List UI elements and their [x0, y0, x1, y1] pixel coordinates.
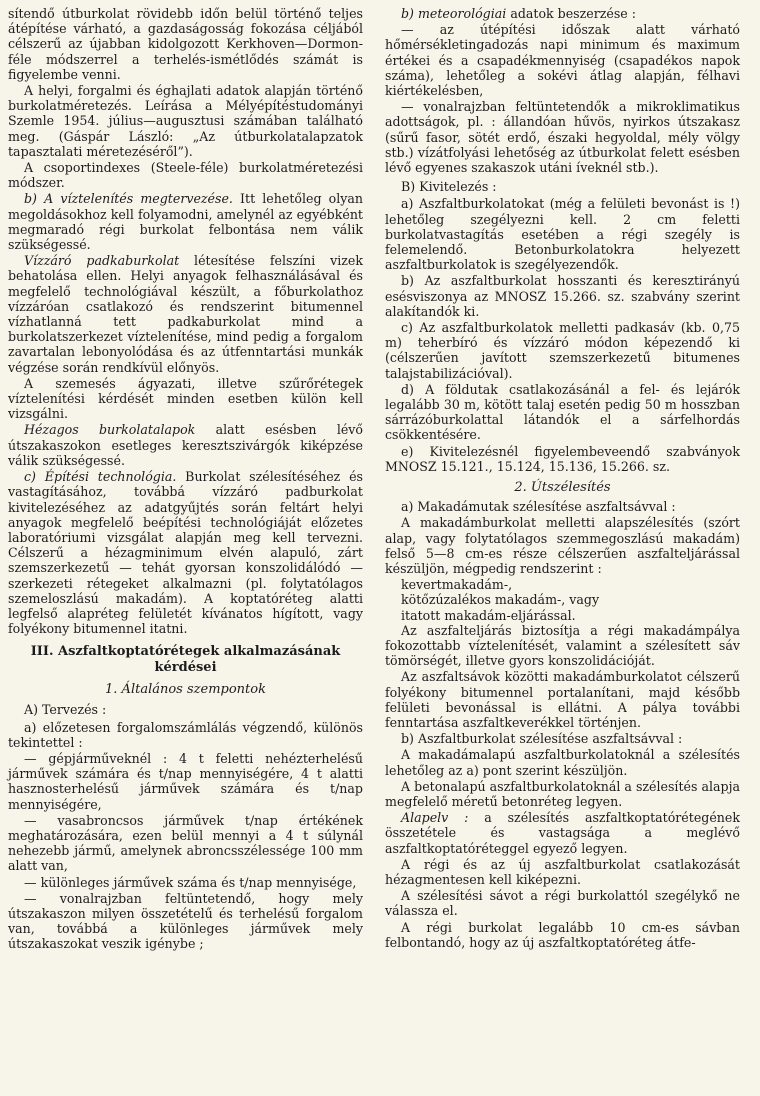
paragraph-lead: c) Építési technológia.	[24, 469, 177, 485]
heading-h2	[8, 682, 363, 698]
paragraph-r19	[385, 810, 740, 856]
paragraph-r10	[385, 515, 740, 576]
paragraph-text: itatott makadám-eljárással.	[401, 607, 576, 623]
paragraph-text: A régi és az új aszfaltburkolat csatlakozását hézagmentesen kell kiképezni.	[385, 856, 740, 887]
paragraph-lead: b) meteorológiai	[401, 6, 507, 21]
paragraph-p1	[8, 6, 363, 82]
paragraph-text: a szélesítés aszfaltkoptatórétegének összetétele és vastagsága a meglévő aszfaltkoptatóréteggel egyező legyen.	[385, 810, 740, 856]
right-column	[385, 6, 740, 1096]
paragraph-r20	[385, 857, 740, 887]
paragraph-r18	[385, 779, 740, 809]
paragraph-text: — vasabroncsos járművek t/nap értékének meghatározására, ezen belül mennyi a 4 t súlynál nehezebb jármű, amelynek abroncsszélessége 100 mm alatt van,	[8, 812, 363, 874]
paragraph-p11	[8, 813, 363, 874]
paragraph-text: — vonalrajzban feltüntetendő, hogy mely útszakaszon milyen összetételű és terhelésű forgalom van, továbbá a különleges járművek mely útszakaszokat veszik igénybe ;	[8, 890, 363, 952]
paragraph-text: e) Kivitelezésnél figyelembeveendő szabványok MNOSZ 15.121., 15.124, 15.136, 15.266. sz.	[385, 443, 740, 474]
paragraph-text: adatok beszerzése :	[506, 6, 637, 21]
heading-rh1	[385, 179, 740, 194]
paragraph-text: — az útépítési időszak alatt várható hőmérsékletingadozás napi minimum és maximum értékei és a csapadékmennyiség (csapadékos napok száma), lehetőleg a sokévi átlag alapján, félhavi kiértékelésben,	[385, 22, 740, 99]
paragraph-text: 2. Útszélesítés	[514, 480, 611, 496]
paragraph-p9	[8, 720, 363, 750]
paragraph-text: B) Kivitelezés :	[401, 179, 497, 195]
paragraph-text: létesítése felszíni vizek behatolása ellen. Helyi anyagok felhasználásával és megfelelő technológiával készült, a főburkolathoz vízzáróan csatlakozó és rendszerint bitumennel vízhatlanná tett padkaburkolat mind a burkolatszerkezet víztelenítése, mind pedig a forgalom zavartalan lebonyolódása és az útfenntartási munkák végzése során rendkívül előnyös.	[8, 253, 364, 375]
paragraph-r12	[385, 592, 740, 607]
paragraph-r2	[385, 22, 740, 98]
paragraph-r4	[385, 196, 740, 272]
paragraph-r9	[385, 499, 740, 514]
paragraph-text: A helyi, forgalmi és éghajlati adatok alapján történő burkolatméretezés. Leírása a Mélyépítéstudományi Szemle 1954. július—augusztusi számában található meg. (Gáspár László: „Az útburkolatalapzatok tapasztalati méretezéséről”).	[8, 83, 363, 159]
paragraph-r13	[385, 608, 740, 623]
paragraph-text: c) Az aszfaltburkolatok melletti padkasáv (kb. 0,75 m) teherbíró és vízzáró módon képezendő ki (célszerűen javított szemszerkezetű bitumenes talajstabilizációval).	[385, 320, 740, 381]
paragraph-r17	[385, 747, 740, 777]
paragraph-r15	[385, 669, 740, 730]
paragraph-text: a) Makadámutak szélesítése aszfaltsávval :	[401, 499, 676, 515]
paragraph-text: Itt lehetőleg olyan megoldásokhoz kell folyamodni, amelynél az egyébként megmaradó régi burkolat felbontása nem válik szükségessé.	[8, 191, 363, 253]
paragraph-text: a) előzetesen forgalomszámlálás végzendő, különös tekintettel :	[8, 719, 363, 750]
paragraph-p4	[8, 191, 363, 252]
paragraph-text: A) Tervezés :	[24, 702, 107, 718]
heading-h3	[8, 702, 363, 717]
paragraph-text: A makadámalapú aszfaltburkolatoknál a szélesítés lehetőleg az a) pont szerint készüljön.	[385, 747, 740, 778]
paragraph-r7	[385, 382, 740, 443]
paragraph-text: III. Aszfaltkoptatórétegek alkalmazásának kérdései	[30, 644, 341, 676]
paragraph-text: — gépjárműveknél : 4 t feletti nehézterhelésű járművek számára és t/nap mennyiségére, 4 t alatti hasznosterhelésű járművek számára és t/nap mennyiségére,	[8, 750, 363, 812]
paragraph-text: Burkolat szélesítéséhez és vastagításához, továbbá vízzáró padburkolat kivitelezéséhez az adatgyűjtés során feltárt helyi anyagok megfelelő beépítési technológiáját előzetes laboratóriumi vizsgálat alapján meg kell tervezni. Célszerű a hézagminimum elvén alapuló, zárt szemszerkezetű — tehát gyorsan konszolidálódó — szerkezeti rétegeket alkalmazni (pl. folytatólagos szemeloszlású makadám). A koptatóréteg alatti legfelső alapréteg felületét kívánatos hígított, vagy folyékony bitumennel itatni.	[8, 469, 364, 637]
paragraph-text: kötőzúzalékos makadám-, vagy	[401, 592, 600, 608]
paragraph-text: A régi burkolat legalább 10 cm-es sávban felbontandó, hogy az új aszfaltkoptatóréteg átfe-	[385, 919, 740, 950]
paragraph-lead: b) A víztelenítés megtervezése.	[24, 191, 233, 207]
paragraph-text: b) Aszfaltburkolat szélesítése aszfaltsávval :	[401, 731, 683, 747]
paragraph-r11	[385, 577, 740, 592]
paragraph-p7	[8, 422, 363, 468]
paragraph-lead: Vízzáró padkaburkolat	[24, 253, 180, 269]
paragraph-text: b) Az aszfaltburkolat hosszanti és keresztirányú esésviszonya az MNOSZ 15.266. sz. szabvány szerint alakítandók ki.	[385, 273, 740, 319]
paragraph-text: A betonalapú aszfaltburkolatoknál a szélesítés alapja megfelelő méretű betonréteg legyen.	[385, 778, 740, 809]
paragraph-r8	[385, 444, 740, 474]
paragraph-p3	[8, 160, 363, 190]
paragraph-text: alatt esésben lévő útszakaszokon esetleges keresztszivárgók kiképzése válik szükségessé.	[8, 422, 364, 468]
paragraph-p5	[8, 253, 363, 375]
paragraph-p13	[8, 891, 363, 952]
paragraph-text: — különleges járművek száma és t/nap mennyisége,	[24, 874, 357, 890]
paragraph-r1	[385, 6, 740, 21]
paragraph-text: kevertmakadám-,	[401, 577, 513, 593]
paragraph-text: Az aszfalteljárás biztosítja a régi makadámpálya fokozottabb víztelenítését, valamint a szélesített sáv tömörségét, illetve gyors konszolidációját.	[385, 622, 740, 669]
paragraph-text: Az aszfaltsávok közötti makadámburkolatot célszerű folyékony bitumennel portalanítani, majd később felületi bevonással is ellátni. A pálya további fenntartása aszfaltkeverékkel történjen.	[385, 669, 740, 730]
paragraph-r6	[385, 320, 740, 381]
paragraph-p6	[8, 376, 363, 422]
paragraph-r14	[385, 623, 740, 669]
paragraph-lead: Hézagos burkolatalapok	[24, 422, 196, 438]
paragraph-r5	[385, 273, 740, 319]
paragraph-text: A csoportindexes (Steele-féle) burkolatméretezési módszer.	[8, 160, 363, 191]
paragraph-r21	[385, 888, 740, 918]
paragraph-text: a) Aszfaltburkolatokat (még a felületi bevonást is !) lehetőleg szegélyezni kell. 2 cm feletti burkolatvastagítás esetében a régi szegély is felemelendő. Betonburkolatokra helyezett aszfaltburkolatok is szegélyezendők.	[385, 196, 740, 273]
paragraph-r22	[385, 920, 740, 950]
left-column	[8, 6, 363, 1096]
paragraph-text: A makadámburkolat melletti alapszélesítés (szórt alap, vagy folytatólagos szemmegoszlású makadám) felső 5—8 cm-es része célszerűen aszfalteljárással készüljön, mégpedig rendszerint :	[385, 515, 740, 576]
heading-h1	[8, 644, 363, 676]
paragraph-p12	[8, 875, 363, 890]
paragraph-text: A szélesítési sávot a régi burkolattól szegélykő ne válassza el.	[385, 888, 740, 919]
paragraph-text: 1. Általános szempontok	[105, 682, 266, 698]
paragraph-p10	[8, 751, 363, 812]
heading-rh2	[385, 480, 740, 496]
paragraph-text: A szemesés ágyazati, illetve szűrőrétegek víztelenítési kérdését minden esetben külön kell vizsgálni.	[8, 375, 363, 422]
paragraph-p2	[8, 83, 363, 159]
paragraph-lead: Alapelv :	[401, 810, 469, 826]
paragraph-r3	[385, 99, 740, 175]
paragraph-text: sítendő útburkolat rövidebb időn belül történő teljes átépítése várható, a gazdaságosság fokozása céljából célszerű az újabban kidolgozott Kerkhoven—Dormon-féle módszerrel a terhelés-ismétlődés számát is figyelembe venni.	[8, 6, 363, 82]
paragraph-text: d) A földutak csatlakozásánál a fel- és lejárók legalább 30 m, kötött talaj esetén pedig 50 m hosszban sárrázóburkolattal látandók el a sárfelhordás csökkentésére.	[385, 381, 740, 443]
paragraph-r16	[385, 731, 740, 746]
paragraph-text: — vonalrajzban feltüntetendők a mikroklimatikus adottságok, pl. : állandóan hűvös, nyirkos útszakasz (sűrű fasor, sötét erdő, északi hegyoldal, mély völgy stb.) vízátfolyási lehetőség az útburkolat felett esésben lévő egyenes szakaszok utáni íveknél stb.).	[385, 99, 740, 176]
paragraph-p8	[8, 469, 363, 636]
